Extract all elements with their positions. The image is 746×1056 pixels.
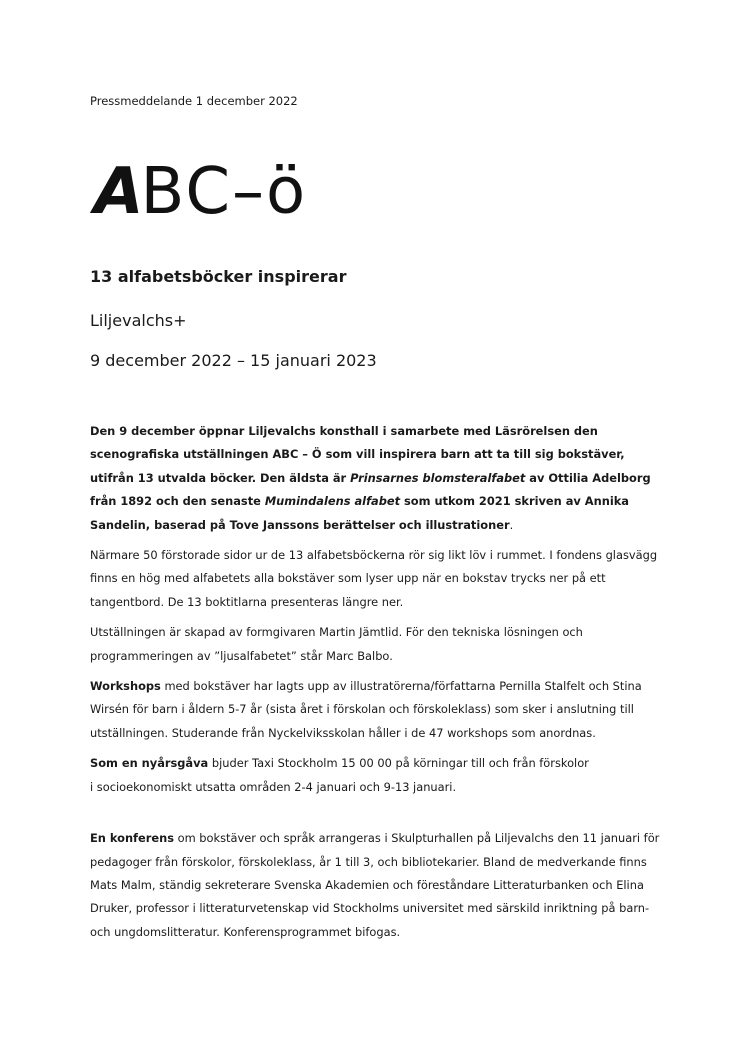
body-text	[90, 420, 670, 951]
conference-paragraph	[90, 827, 670, 944]
conference-text: om bokstäver och språk arrangeras i Skulpturhallen på Liljevalchs den 11 januari för pedagoger från förskolor, förskoleklass, år 1 till 3, och bibliotekarier. Bland de medverkande finns Mats Malm, ständig sekreterare Svenska Akademien och föreståndare Litteraturbanken och Elina Druker, professor i litteraturvetenskap vid Stockholms universitet med särskild inriktning på barn- och ungdomslitteratur. Konferensprogrammet bifogas.	[90, 831, 660, 939]
lede-text-3: som utkom 2021 skriven av Annika Sandelin, baserad på Tove Janssons berättelser och illustrationer	[90, 494, 629, 532]
lede-paragraph	[90, 420, 670, 537]
venue: Liljevalchs+	[90, 311, 187, 330]
gift-text-1: bjuder Taxi Stockholm 15 00 00 på körningar till och från förskolor	[208, 756, 589, 771]
headline: 13 alfabetsböcker inspirerar	[90, 267, 347, 286]
logo-letter-a: A	[94, 155, 141, 229]
workshops-text: med bokstäver har lagts upp av illustratörerna/författarna Pernilla Stalfelt och Stina Wirsén för barn i åldern 5-7 år (sista året i förskolan och förskoleklass) som sker i anslutning till utställningen. Studerande från Nyckelviksskolan håller i de 47 workshops som anordnas.	[90, 679, 642, 740]
exhibition-dates: 9 december 2022 – 15 januari 2023	[90, 351, 377, 370]
pages-paragraph: Närmare 50 förstorade sidor ur de 13 alfabetsböckerna rör sig likt löv i rummet. I fondens glasvägg finns en hög med alfabetets alla bokstäver som lyser upp när en bokstav trycks ner på ett tangentbord. De 13 boktitlarna presenteras längre ner.	[90, 548, 658, 609]
dateline: Pressmeddelande 1 december 2022	[90, 94, 298, 108]
book-title-mumindalens: Mumindalens alfabet	[264, 494, 401, 509]
abc-o-logo	[94, 152, 307, 232]
lede-text-4: .	[509, 517, 514, 532]
gift-label: Som en nyårsgåva	[90, 756, 209, 771]
design-paragraph: Utställningen är skapad av formgivaren Martin Jämtlid. För den tekniska lösningen och programmeringen av ”ljusalfabetet” står Marc Balbo.	[90, 625, 583, 663]
lede-text-2: av Ottilia Adelborg från 1892 och den senaste	[90, 470, 651, 509]
conference-label: En konferens	[90, 831, 174, 846]
workshops-paragraph	[90, 675, 670, 745]
workshops-label: Workshops	[90, 679, 161, 694]
gift-paragraph	[90, 752, 670, 799]
gift-text-2: i socioekonomiskt utsatta områden 2-4 januari och 9-13 januari.	[90, 779, 457, 794]
lede-text-1: Den 9 december öppnar Liljevalchs konsthall i samarbete med Läsrörelsen den scenografiska utställningen ABC – Ö som vill inspirera barn att ta till sig bokstäver, utifrån 13 utvalda böcker. Den äldsta är	[90, 424, 625, 485]
book-title-prinsarnes: Prinsarnes blomsteralfabet	[350, 470, 526, 485]
logo-letters-rest: BC–ö	[140, 155, 308, 229]
